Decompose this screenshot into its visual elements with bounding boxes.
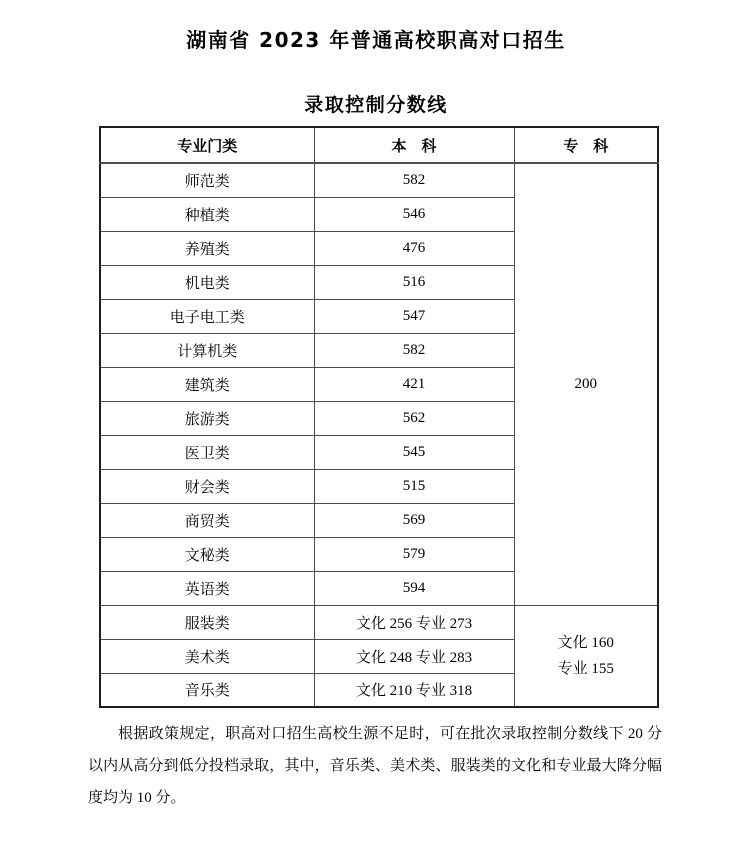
benke-score-cell: 文化 256 专业 273 (314, 605, 514, 639)
benke-score-cell: 579 (314, 537, 514, 571)
benke-score-cell: 546 (314, 197, 514, 231)
policy-note: 根据政策规定，职高对口招生高校生源不足时，可在批次录取控制分数线下 20 分以内从高分到低分投档录取，其中，音乐类、美术类、服装类的文化和专业最大降分幅度均为 10 分。 (88, 726, 662, 806)
zhuanke-merged-cell-bottom (514, 605, 658, 707)
zhuanke-culture-line: 文化 160 (557, 634, 614, 651)
zhuanke-major-line: 专业 155 (557, 660, 614, 677)
benke-score-cell: 515 (314, 469, 514, 503)
category-cell: 养殖类 (100, 231, 314, 265)
category-cell: 电子电工类 (100, 299, 314, 333)
table-row (100, 605, 658, 639)
benke-score-cell: 582 (314, 163, 514, 197)
benke-score-cell: 文化 248 专业 283 (314, 639, 514, 673)
category-cell: 师范类 (100, 163, 314, 197)
benke-score-cell: 421 (314, 367, 514, 401)
header-zhuanke: 专 科 (514, 127, 658, 163)
zhuanke-merged-cell-top: 200 (514, 163, 658, 605)
document-subtitle: 录取控制分数线 (304, 94, 448, 116)
benke-score-cell: 516 (314, 265, 514, 299)
category-cell: 音乐类 (100, 673, 314, 707)
admission-score-table (99, 126, 659, 708)
table-header-row (100, 127, 658, 163)
category-cell: 文秘类 (100, 537, 314, 571)
category-cell: 机电类 (100, 265, 314, 299)
benke-score-cell: 569 (314, 503, 514, 537)
header-benke: 本 科 (314, 127, 514, 163)
benke-score-cell: 594 (314, 571, 514, 605)
category-cell: 计算机类 (100, 333, 314, 367)
category-cell: 建筑类 (100, 367, 314, 401)
category-cell: 英语类 (100, 571, 314, 605)
category-cell: 服装类 (100, 605, 314, 639)
category-cell: 旅游类 (100, 401, 314, 435)
header-category: 专业门类 (100, 127, 314, 163)
category-cell: 医卫类 (100, 435, 314, 469)
category-cell: 美术类 (100, 639, 314, 673)
benke-score-cell: 582 (314, 333, 514, 367)
benke-score-cell: 476 (314, 231, 514, 265)
category-cell: 商贸类 (100, 503, 314, 537)
benke-score-cell: 文化 210 专业 318 (314, 673, 514, 707)
benke-score-cell: 562 (314, 401, 514, 435)
benke-score-cell: 545 (314, 435, 514, 469)
category-cell: 种植类 (100, 197, 314, 231)
document-title: 湖南省 2023 年普通高校职高对口招生 (186, 28, 566, 52)
category-cell: 财会类 (100, 469, 314, 503)
table-row (100, 163, 658, 197)
benke-score-cell: 547 (314, 299, 514, 333)
